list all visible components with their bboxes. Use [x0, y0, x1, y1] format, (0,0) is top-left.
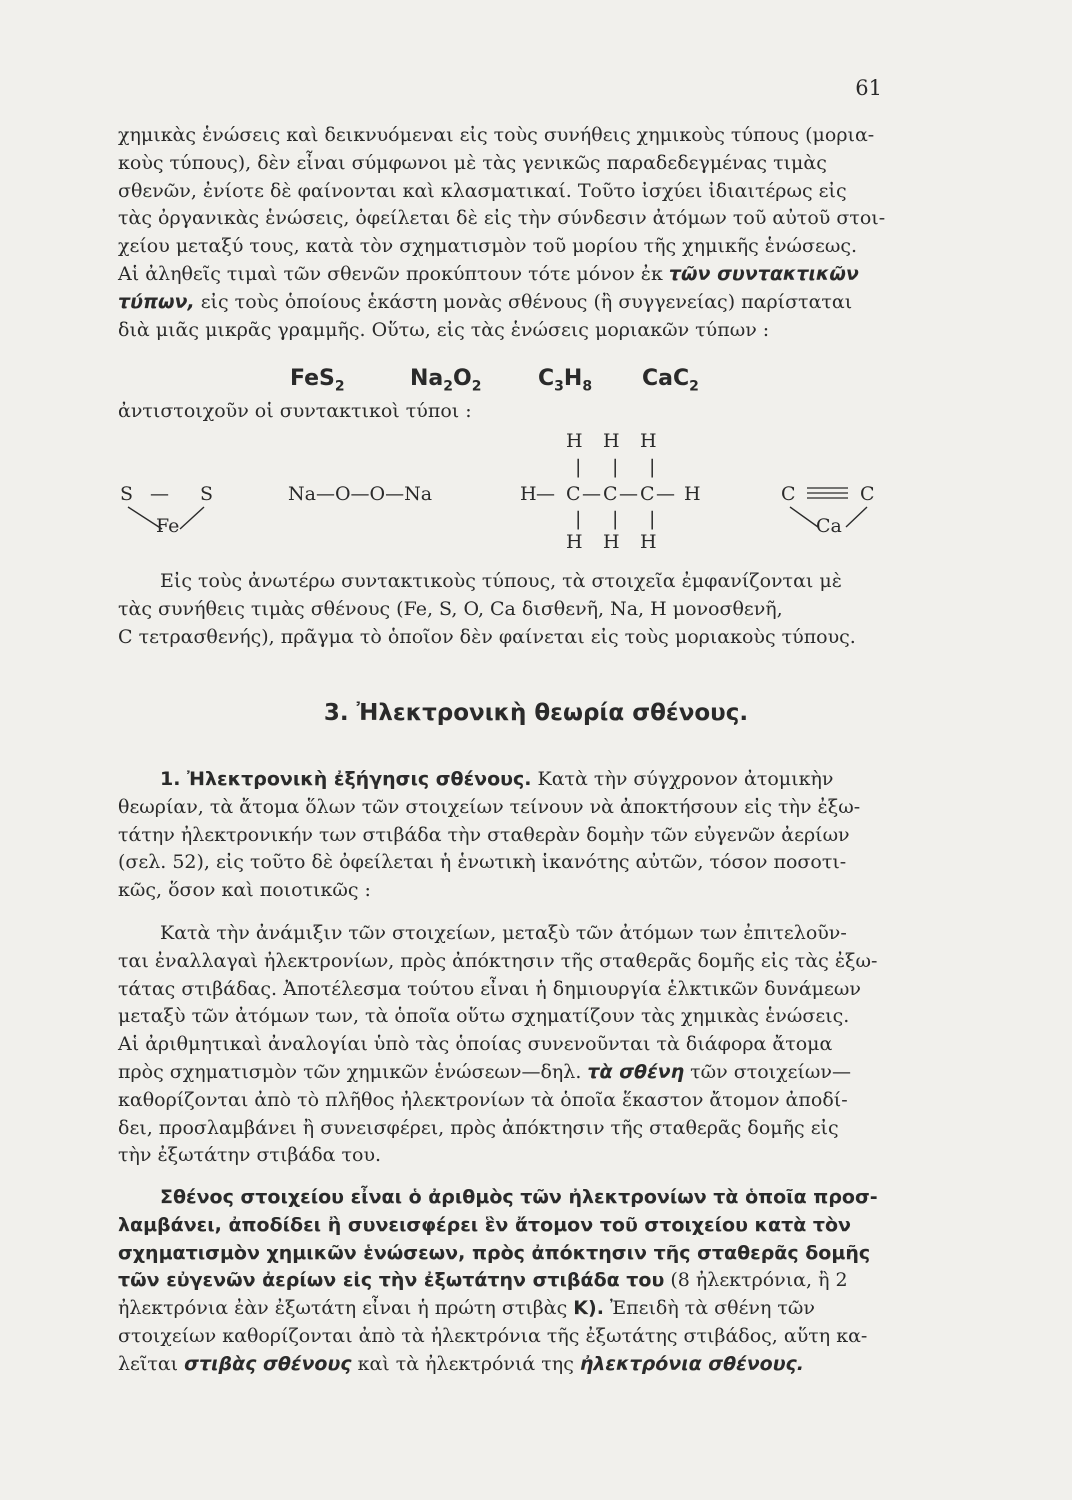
- bond-vertical: |: [575, 456, 582, 478]
- formula-part: H: [563, 366, 583, 391]
- text-line: τὰς ὀργανικὰς ἑνώσεις, ὀφείλεται δὲ εἰς τὴν σύνδεσιν ἀτόμων τοῦ αὐτοῦ στοι-: [118, 207, 886, 230]
- text-line: [118, 261, 903, 289]
- definition-span: τῶν εὐγενῶν ἀερίων εἰς τὴν ἐξωτάτην στιβάδα του: [118, 1269, 665, 1292]
- structure-cac2: [781, 483, 875, 537]
- text-line: Κατὰ τὴν ἀνάμιξιν τῶν στοιχείων, μεταξὺ τῶν ἀτόμων των ἐπιτελοῦν-: [160, 922, 847, 944]
- paragraph-valence-definition: [118, 1184, 903, 1379]
- bond-vertical: |: [612, 508, 619, 530]
- atom-h: H: [520, 483, 537, 505]
- paragraph-electronic-explanation: [118, 766, 903, 905]
- paragraph-valence-intro: [118, 122, 903, 344]
- bond-single: —: [582, 483, 601, 505]
- shell-k-label: Κ).: [573, 1297, 604, 1320]
- formula-subscript: 2: [689, 378, 699, 395]
- page-number: 61: [855, 76, 882, 100]
- text-line: τὴν ἐξωτάτην στιβάδα του.: [118, 1144, 382, 1167]
- definition-line: λαμβάνει, ἀποδίδει ἢ συνεισφέρει ἓν ἄτομον τοῦ στοιχείου κατὰ τὸν: [118, 1213, 851, 1236]
- text-line: τάτην ἠλεκτρονικήν των στιβάδα τὴν σταθερὰν δομὴν τῶν εὐγενῶν ἀερίων: [118, 823, 850, 846]
- atom-c: C: [640, 483, 655, 505]
- chain-na-o-o-na: Na—O—O—Na: [288, 483, 433, 505]
- emphasis-structural-formulas: τῶν συντακτικῶν: [668, 262, 859, 285]
- subsection-heading: 1. Ἠλεκτρονικὴ ἐξήγησις σθένους.: [160, 768, 532, 790]
- bond-single: —: [656, 483, 675, 505]
- text-line: κῶς, ὅσον καὶ ποιοτικῶς :: [118, 879, 371, 902]
- text-line: [118, 1351, 903, 1379]
- text-span: καὶ τὰ ἠλεκτρόνιά της: [351, 1352, 580, 1375]
- text-span: λεῖται: [118, 1352, 185, 1375]
- formula-part: Na: [410, 366, 444, 391]
- text-line: θεωρίαν, τὰ ἄτομα ὅλων τῶν στοιχείων τείνουν νὰ ἀποκτήσουν εἰς τὴν ἐξω-: [118, 795, 861, 818]
- bond-line: [790, 507, 818, 527]
- paragraph-electron-exchange: [118, 920, 903, 1170]
- structure-fes2: [120, 483, 213, 537]
- atom-c: C: [603, 483, 618, 505]
- text-span: τῶν στοιχείων—: [684, 1060, 851, 1083]
- text-line: Αἱ ἀριθμητικαὶ ἀναλογίαι ὑπὸ τὰς ὁποίας συνενοῦνται τὰ διάφορα ἄτομα: [118, 1033, 833, 1056]
- structure-propane: [520, 430, 701, 553]
- atom-h: H: [603, 430, 620, 452]
- text-line: C τετρασθενής), πρᾶγμα τὸ ὁποῖον δὲν φαίνεται εἰς τοὺς μοριακοὺς τύπους.: [118, 625, 856, 648]
- text-span: Αἱ ἀληθεῖς τιμαὶ τῶν σθενῶν προκύπτουν τότε μόνον ἐκ: [118, 262, 669, 285]
- text-line: [118, 766, 903, 794]
- atom-s: S: [200, 483, 214, 505]
- text-line: μεταξὺ τῶν ἀτόμων των, τὰ ὁποῖα οὕτω σχηματίζουν τὰς χημικὰς ἑνώσεις.: [118, 1005, 850, 1028]
- formula-subscript: 2: [334, 378, 345, 395]
- paragraph-structural-comment: [118, 568, 903, 651]
- molecular-formulas: [0, 366, 1072, 400]
- bond-vertical: |: [575, 508, 582, 530]
- text-line: διὰ μιᾶς μικρᾶς γραμμῆς. Οὕτω, εἰς τὰς ἑνώσεις μοριακῶν τύπων :: [118, 318, 770, 341]
- formula-subscript: 2: [443, 378, 454, 395]
- bond-vertical: |: [649, 508, 656, 530]
- text-line: [118, 289, 903, 317]
- formula-part: C: [538, 366, 555, 391]
- formula-part: CaC: [642, 366, 690, 391]
- formula-part: FeS: [290, 366, 335, 391]
- text-line: δει, προσλαμβάνει ἢ συνεισφέρει, πρὸς ἀπόκτησιν τῆς σταθερᾶς δομῆς εἰς: [118, 1116, 839, 1139]
- text-line: χημικὰς ἑνώσεις καὶ δεικνυόμεναι εἰς τοὺς συνήθεις χημικοὺς τύπους (μορια-: [118, 124, 875, 146]
- emphasis-valence-shell: στιβὰς σθένους: [184, 1352, 352, 1375]
- bond-single: —: [536, 483, 555, 505]
- bond-single: —: [619, 483, 638, 505]
- formula-part: O: [453, 366, 472, 391]
- text-line: ἀντιστοιχοῦν οἱ συντακτικοὶ τύποι :: [118, 400, 472, 422]
- atom-fe: Fe: [156, 515, 180, 537]
- bond-line: [180, 507, 204, 529]
- text-span: (8 ἠλεκτρόνια, ἢ 2: [664, 1269, 848, 1292]
- definition-line: σχηματισμὸν χημικῶν ἑνώσεων, πρὸς ἀπόκτησιν τῆς σταθερᾶς δομῆς: [118, 1241, 871, 1264]
- atom-h: H: [566, 430, 583, 452]
- text-line: [118, 1059, 903, 1087]
- bond-single: —: [150, 483, 169, 505]
- text-line: στοιχείων καθορίζονται ἀπὸ τὰ ἠλεκτρόνια τῆς ἐξωτάτης στιβάδος, αὕτη κα-: [118, 1324, 868, 1347]
- text-line: χείου μεταξύ τους, κατὰ τὸν σχηματισμὸν τοῦ μορίου τῆς χημικῆς ἑνώσεως.: [118, 235, 858, 258]
- atom-h: H: [566, 531, 583, 553]
- text-span: ἠλεκτρόνια ἐὰν ἐξωτάτη εἶναι ἡ πρώτη στιβὰς: [118, 1297, 574, 1320]
- atom-h: H: [603, 531, 620, 553]
- atom-h: H: [640, 531, 657, 553]
- formula-cac2: [642, 366, 699, 394]
- bond-line: [846, 507, 867, 527]
- structural-formulas: [0, 420, 1072, 560]
- text-line: κοὺς τύπους), δὲν εἶναι σύμφωνοι μὲ τὰς γενικῶς παραδεδεγμένας τιμὰς: [118, 151, 827, 174]
- emphasis-valences: τὰ σθένη: [587, 1060, 685, 1083]
- structure-na2o2: [288, 483, 432, 505]
- section-heading: 3. Ἠλεκτρονικὴ θεωρία σθένους.: [323, 700, 749, 726]
- text-line: τάτας στιβάδας. Ἀποτέλεσμα τούτου εἶναι ἡ δημιουργία ἑλκτικῶν δυνάμεων: [118, 977, 861, 1000]
- text-line: ται ἐναλλαγαὶ ἠλεκτρονίων, πρὸς ἀπόκτησιν τῆς σταθερᾶς δομῆς εἰς τὰς ἐξω-: [118, 949, 878, 972]
- text-span: πρὸς σχηματισμὸν τῶν χημικῶν ἑνώσεων—δηλ.: [118, 1060, 588, 1083]
- text-line: [118, 1295, 903, 1323]
- text-line: καθορίζονται ἀπὸ τὸ πλῆθος ἠλεκτρονίων τὰ ὁποῖα ἕκαστον ἄτομον ἀποδί-: [118, 1088, 848, 1111]
- text-span: Ἐπειδὴ τὰ σθένη τῶν: [603, 1297, 815, 1320]
- bond-vertical: |: [649, 456, 656, 478]
- formula-subscript: 8: [582, 378, 593, 395]
- atom-c: C: [860, 483, 875, 505]
- text-line: σθενῶν, ἐνίοτε δὲ φαίνονται καὶ κλασματικαί. Τοῦτο ἰσχύει ἰδιαιτέρως εἰς: [118, 179, 847, 202]
- bond-vertical: |: [612, 456, 619, 478]
- atom-c: C: [781, 483, 796, 505]
- formula-subscript: 3: [554, 378, 564, 395]
- emphasis-valence-electrons: ἠλεκτρόνια σθένους.: [579, 1352, 805, 1375]
- text-line: τὰς συνήθεις τιμὰς σθένους (Fe, S, O, Ca δισθενῆ, Na, H μονοσθενῆ,: [118, 597, 783, 620]
- definition-line: Σθένος στοιχείου εἶναι ὁ ἀριθμὸς τῶν ἠλεκτρονίων τὰ ὁποῖα προσ-: [160, 1186, 878, 1208]
- formula-fes2: [290, 366, 345, 394]
- formula-subscript: 2: [471, 378, 482, 395]
- atom-h: H: [640, 430, 657, 452]
- formula-c3h8: [538, 366, 592, 394]
- text-span: εἰς τοὺς ὁποίους ἑκάστη μονὰς σθένους (ἢ συγγενείας) παρίσταται: [194, 290, 853, 313]
- atom-ca: Ca: [816, 515, 842, 537]
- atom-h: H: [684, 483, 701, 505]
- text-line: Εἰς τοὺς ἀνωτέρω συντακτικοὺς τύπους, τὰ στοιχεῖα ἐμφανίζονται μὲ: [160, 570, 842, 592]
- atom-s: S: [120, 483, 134, 505]
- formula-na2o2: [410, 366, 481, 394]
- emphasis-structural-formulas-end: τύπων,: [118, 290, 195, 313]
- text-line: [118, 1267, 903, 1295]
- atom-c: C: [566, 483, 581, 505]
- text-line: (σελ. 52), εἰς τοῦτο δὲ ὀφείλεται ἡ ἑνωτικὴ ἱκανότης αὐτῶν, τόσον ποσοτι-: [118, 851, 847, 874]
- text-span: Κατὰ τὴν σύγχρονον ἀτομικὴν: [531, 768, 834, 790]
